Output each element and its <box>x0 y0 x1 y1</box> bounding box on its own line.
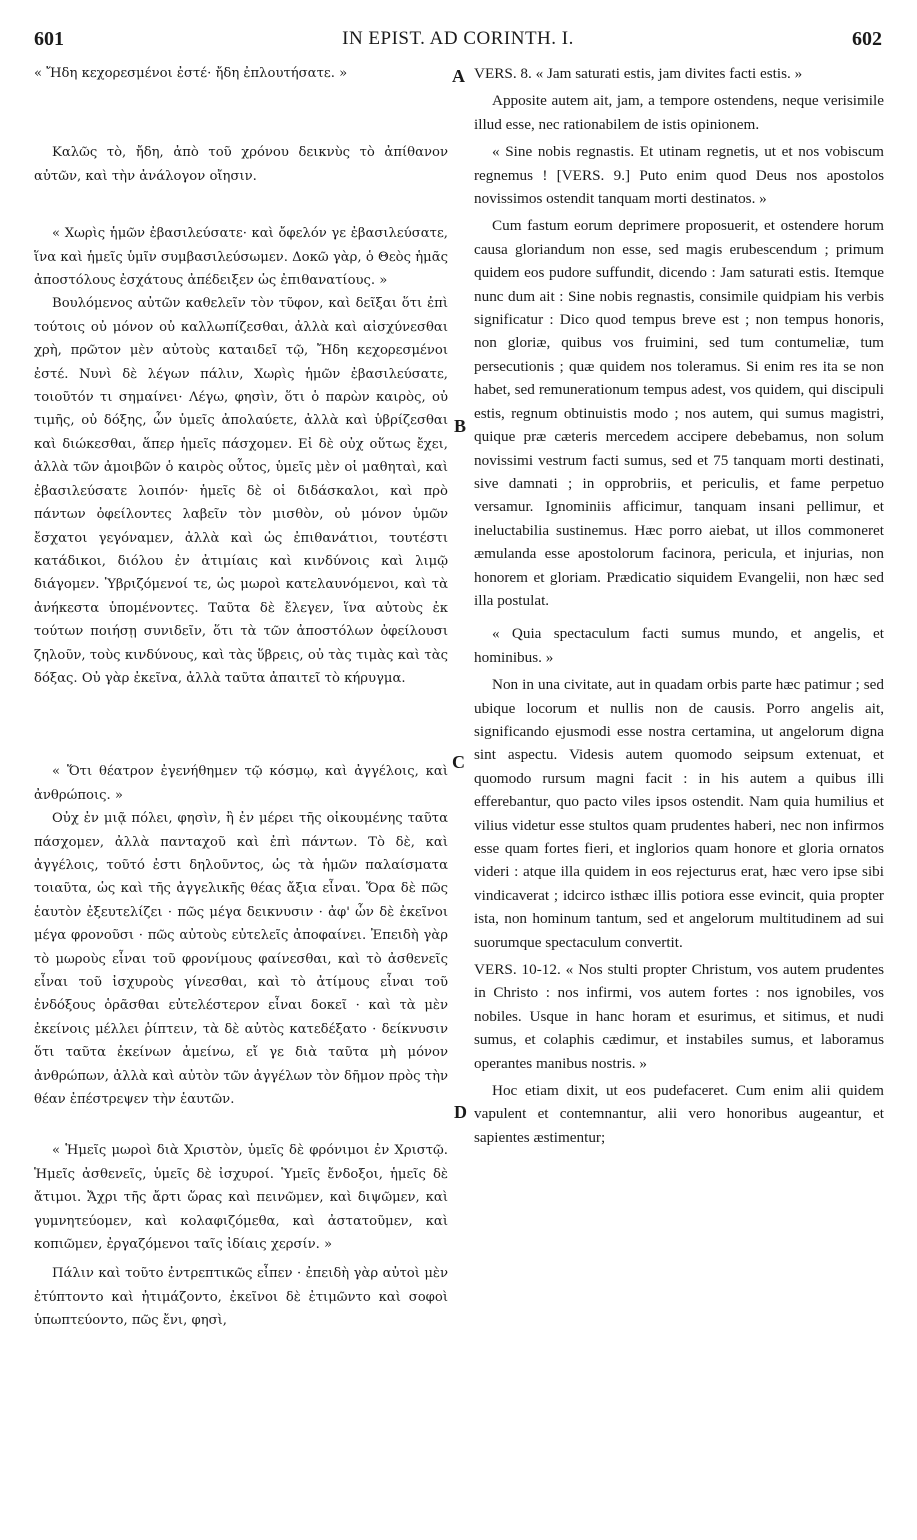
page-header <box>34 28 882 58</box>
greek-lemma: « Ὅτι θέατρον ἐγενήθημεν τῷ κόσμῳ, καὶ ἀγγέλοις, καὶ ἀνθρώποις. » <box>34 764 448 803</box>
page-number-left: 601 <box>34 28 64 50</box>
greek-paragraph: Βουλόμενος αὐτῶν καθελεῖν τὸν τῦφον, καὶ δεῖξαι ὅτι ἐπὶ τούτοις οὐ μόνον οὐ καλλωπίζεσθαι, ἀλλὰ καὶ αἰσχύνεσθαι χρὴ, πρῶτον μὲν αὐτοὺς καταιδεῖ τῷ, Ἤδη κεχορεσμένοι ἐστέ. Νυνὶ δὲ λέγων πάλιν, Χωρὶς ἡμῶν ἐβασιλεύσατε, τοιοῦτόν τι σημαίνει· Λέγω, φησὶν, ὅτι ὁ παρὼν καιρὸς, οὐ τιμῆς, οὐ δόξης, ὧν ὑμεῖς ἀπολαύετε, ἀλλὰ καὶ ὑβρίζεσθαι καὶ διώκεσθαι, ἅπερ ἡμεῖς πάσχομεν. Εἰ δὲ οὐχ οὕτως ἔχει, ἀλλὰ τῶν ἀμοιβῶν ὁ καιρὸς οὗτος, ὑμεῖς μὲν οἱ μαθηταὶ, καὶ ἐβασιλεύσατε λοιπόν· ἡμεῖς δὲ οἱ διδάσκαλοι, καὶ πρὸ πάντων ὀφείλοντες λαβεῖν τὸν μισθὸν, οὐ μόνον ὑμῶν ἔσχατοι γεγόναμεν, ἀλλὰ καὶ ὡς ἐπιθανάτιοι, τουτέστι κατάδικοι, διόλου ἐν ἀτιμίαις καὶ κινδύνοις καὶ λιμῷ διάγομεν. Ὑβριζόμενοί τε, ὡς μωροὶ κατελαυνόμενοι, καὶ τὰ ἀνήκεστα ὑπομένοντες. Ταῦτα δὲ ἔλεγεν, ἵνα αὐτοὺς ἐκ τούτων ποιήσῃ συνιδεῖν, ὅτι τὰ τῶν ἀποστόλων ὀφείλουσι ζηλοῦν, τοὺς κινδύνους, καὶ τὰς ὕβρεις, οὐ τὰς τιμὰς καὶ τὰς δόξας. Οὐ γὰρ ἐκεῖνα, ἀλλὰ ταῦτα ἀπαιτεῖ τὸ κήρυγμα. <box>34 296 448 686</box>
margin-marker-a: A <box>452 66 465 86</box>
greek-paragraph: Πάλιν καὶ τοῦτο ἐντρεπτικῶς εἶπεν · ἐπειδὴ γὰρ αὐτοὶ μὲν ἐτύπτοντο καὶ ἠτιμάζοντο, ἐκεῖνοι δὲ ἐτιμῶντο καὶ σοφοὶ ὑπωπτεύοντο, πῶς ἔνι, φησὶ, <box>34 1266 448 1329</box>
latin-lemma: VERS. 10-12. « Nos stulti propter Christum, vos autem prudentes in Christo : nos infirmi, vos autem fortes : nos ignobiles, vos nobiles. Usque in hanc horam et esurimus, et sitimus, et nudi sumus, et colaphis cædimur, et instabiles sumus, et laboramus operantes manibus nostris. » <box>474 961 884 1072</box>
margin-marker-d: D <box>454 1102 467 1122</box>
margin-marker-b: B <box>454 416 467 436</box>
latin-lemma: « Sine nobis regnastis. Et utinam regnetis, ut et nos vobiscum regnemus ! [VERS. 9.] Puto enim quod Deus nos apostolos novissimos ostendit tanquam morti destinatos. » <box>474 143 884 208</box>
greek-lemma: « Ἤδη κεχορεσμένοι ἐστέ· ἤδη ἐπλουτήσατε. » <box>34 66 348 81</box>
latin-column <box>474 62 884 1522</box>
latin-paragraph: Apposite autem ait, jam, a tempore ostendens, neque verisimile illud esse, nec rationabilem de istis opinionem. <box>474 92 884 133</box>
greek-lemma: « Ἡμεῖς μωροὶ διὰ Χριστὸν, ὑμεῖς δὲ φρόνιμοι ἐν Χριστῷ. Ἡμεῖς ἀσθενεῖς, ὑμεῖς δὲ ἰσχυροί. Ὑμεῖς ἔνδοξοι, ἡμεῖς δὲ ἄτιμοι. Ἄχρι τῆς ἄρτι ὥρας καὶ πεινῶμεν, καὶ διψῶμεν, καὶ γυμνητεύομεν, καὶ κολαφιζόμεθα, καὶ ἀστατοῦμεν, καὶ κοπιῶμεν, ἐργαζόμενοι ταῖς ἰδίαις χερσίν. » <box>34 1143 448 1253</box>
latin-paragraph: Hoc etiam dixit, ut eos pudefaceret. Cum enim alii quidem vapulent et contemnantur, alii vero honoribus augeantur, et sapientes æstimentur; <box>474 1082 884 1146</box>
latin-paragraph: Non in una civitate, aut in quadam orbis parte hæc patimur ; sed ubique locorum et nullis non de causis. Porro angelis ait, significando ejusmodi esse nostra certamina, ut angelorum digna sint aspectu. Videsis autem quomodo seipsum extenuat, et quomodo rursum magni facit : in his autem a quibus illi efferebantur, quo pacto viles ipsos ostendit. Nam quia humilius et vilius videtur esse stultos quam prudentes haberi, nec non infirmos esse quam fortes fieri, et inglorios quam honore et gloria ornatos videri : atque illa quidem in eos rejecturus erat, hæc vero ipse sibi vindicaverat ; idcirco isthæc illis potiora esse evincit, quia propter ista, non hominum tantum, sed et angelorum multitudinem ad sui suorumque spectaculum convertit. <box>474 676 884 951</box>
latin-lemma: « Quia spectaculum facti sumus mundo, et angelis, et hominibus. » <box>474 625 884 666</box>
latin-paragraph: Cum fastum eorum deprimere proposuerit, et ostendere horum causa gloriandum non esse, sed magis erubescendum ; primum quidem eos pudore suffundit, dicendo : Jam saturati estis. Itemque nunc dum ait : Sine nobis regnastis, consimile quidpiam his verbis significatur : Dico quod tempus breve est ; non tempus honoris, non gloriæ, quibus vos fruimini, sed tum contumeliæ, tum persecutionis ; quæ quidem nos toleramus. Si enim res ita se non habet, sed remunerationum tempus adest, vos quidem, qui discipuli estis, regnum obtinuistis modo ; nos autem, qui sumus magistri, quique præ cæteris mercedem accipere debebamus, non solum novissimi vestrum facti sumus, sed et 75 tanquam morti destinati, sive damnati ; in opprobriis, et periculis, et fame perpetuo versamur. Ignominiis afficimur, tanquam insani pellimur, et ineluctabilia sustinemus. Hæc porro aiebat, ut illos commoneret æmulanda esse apostolorum facinora, pericula, et injurias, non honorem et gloriam. Prædicatio siquidem Evangelii, non hæc sed illa postulat. <box>474 217 884 609</box>
greek-paragraph: Οὐχ ἐν μιᾷ πόλει, φησὶν, ἢ ἐν μέρει τῆς οἰκουμένης ταῦτα πάσχομεν, ἀλλὰ πανταχοῦ καὶ ἐπὶ πάντων. Τὸ δὲ, καὶ ἀγγέλοις, τοῦτό ἐστι δηλοῦντος, ὡς τὰ ἡμῶν παλαίσματα τοιαῦτα, ὡς καὶ τῆς ἀγγελικῆς θέας ἄξια εἶναι. Ὅρα δὲ πῶς ἑαυτὸν ἐξευτελίζει · πῶς μέγα δεικνυσιν · ἀφ' ὧν δὲ ἐκεῖνοι μέγα φρονοῦσι · πῶς αὐτοὺς εὐτελεῖς ἀποφαίνει. Ἐπειδὴ γὰρ τὸ μωροὺς εἶναι τοῦ φρονίμους φαίνεσθαι, καὶ τὸ ἀσθενεῖς εἶναι τοῦ ἰσχυροὺς γίνεσθαι, καὶ τὸ ἀτίμους εἶναι τοῦ ἐνδόξους ὁρᾶσθαι εὐτελέστερον εἶναι δοκεῖ · καὶ τὰ μὲν ἐκείνοις μέλλει ῥίπτειν, τὰ δὲ αὐτὸς κατεδέξατο · δείκνυσιν ὅτι ταῦτα ἐκείνων ἀμείνω, εἴ γε διὰ ταῦτα μὴ μόνον ἀνθρώπων, ἀλλὰ καὶ αὐτὸν τῶν ἀγγέλων τὸν δῆμον πρὸς τὴν θέαν ἐπέστρεψεν τὴν ἑαυτῶν. <box>34 811 448 1108</box>
greek-lemma: « Χωρὶς ἡμῶν ἐβασιλεύσατε· καὶ ὄφελόν γε ἐβασιλεύσατε, ἵνα καὶ ἡμεῖς ὑμῖν συμβασιλεύσωμεν. Δοκῶ γὰρ, ὁ Θεὸς ἡμᾶς ἀποστόλους ἐσχάτους ἀπέδειξεν ὡς ἐπιθανατίους. » <box>34 226 448 289</box>
greek-paragraph: Καλῶς τὸ, ἤδη, ἀπὸ τοῦ χρόνου δεικνὺς τὸ ἀπίθανον αὐτῶν, καὶ τὴν ἀνάλογον οἴησιν. <box>34 145 448 184</box>
margin-marker-c: C <box>452 752 465 772</box>
latin-lemma: VERS. 8. « Jam saturati estis, jam divites facti estis. » <box>474 65 803 82</box>
greek-column <box>34 62 448 1522</box>
page-number-right: 602 <box>852 28 882 50</box>
running-title: IN EPIST. AD CORINTH. I. <box>342 28 574 49</box>
